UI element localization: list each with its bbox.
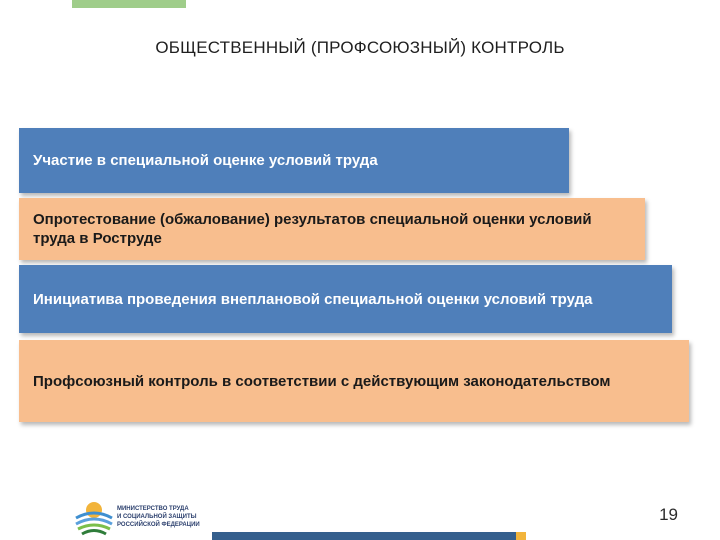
top-accent-bar <box>72 0 186 8</box>
block-participation <box>19 128 569 193</box>
block-initiative <box>19 265 672 333</box>
block-appeal <box>19 198 645 260</box>
block-text: Профсоюзный контроль в соответствии с действующим законодательством <box>33 372 611 390</box>
page-number: 19 <box>659 505 678 524</box>
ministry-name-line: МИНИСТЕРСТВО ТРУДА <box>117 506 189 512</box>
ministry-name <box>117 505 227 529</box>
ministry-name-line: И СОЦИАЛЬНОЙ ЗАЩИТЫ <box>117 514 197 520</box>
block-text: Участие в специальной оценке условий труда <box>33 152 378 169</box>
slide-title: ОБЩЕСТВЕННЫЙ (ПРОФСОЮЗНЫЙ) КОНТРОЛЬ <box>155 38 565 57</box>
ministry-name-line: РОССИЙСКОЙ ФЕДЕРАЦИИ <box>117 522 200 528</box>
block-text: Инициатива проведения внеплановой специальной оценки условий труда <box>33 290 593 308</box>
block-union-control <box>19 340 689 422</box>
ministry-logo-icon <box>74 496 114 536</box>
footer-bar-accent <box>516 532 526 540</box>
footer-bar <box>212 532 520 540</box>
block-text: Опротестование (обжалование) результатов специальной оценки условий труда в Роструде <box>33 211 592 247</box>
